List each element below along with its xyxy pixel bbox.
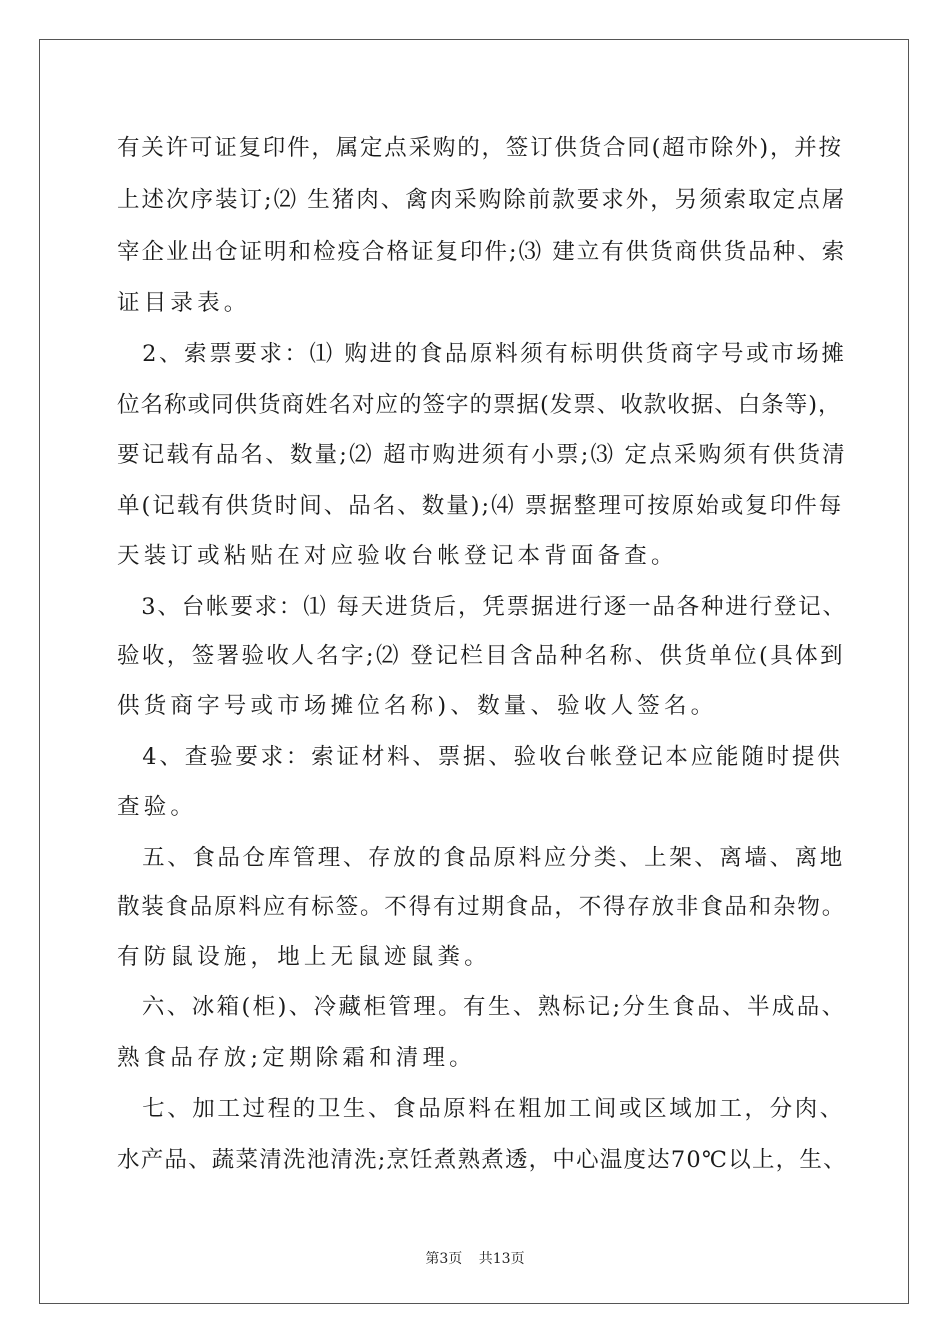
body-line: 六、冰箱(柜)、冷藏柜管理。有生、熟标记;分生食品、半成品、 [117,994,847,1020]
body-line: 有关许可证复印件，属定点采购的，签订供货合同(超市除外)，并按 [117,135,843,161]
body-line: 上述次序装订;⑵ 生猪肉、禽肉采购除前款要求外，另须索取定点屠 [117,187,847,213]
body-line: 3、台帐要求：⑴ 每天进货后，凭票据进行逐一品各种进行登记、 [117,594,847,620]
body-line: 有防鼠设施，地上无鼠迹鼠粪。 [117,944,491,970]
body-line: 位名称或同供货商姓名对应的签字的票据(发票、收款收据、白条等)， [117,392,842,418]
body-line: 查验。 [117,794,198,820]
page-number: 第3页 [425,1251,463,1267]
body-line: 要记载有品名、数量;⑵ 超市购进须有小票;⑶ 定点采购须有供货清 [117,442,847,468]
body-line: 熟食品存放;定期除霜和清理。 [117,1045,476,1071]
body-line: 供货商字号或市场摊位名称)、数量、验收人签名。 [117,693,718,719]
page-footer [0,1248,950,1268]
page-total: 共13页 [478,1251,525,1267]
body-line: 五、食品仓库管理、存放的食品原料应分类、上架、离墙、离地 [117,845,845,871]
body-line: 宰企业出仓证明和检疫合格证复印件;⑶ 建立有供货商供货品种、索 [117,239,847,265]
body-line: 4、查验要求：索证材料、票据、验收台帐登记本应能随时提供 [117,744,843,770]
body-line: 验收，签署验收人名字;⑵ 登记栏目含品种名称、供货单位(具体到 [117,643,845,669]
body-line: 证目录表。 [117,290,251,316]
body-line: 单(记载有供货时间、品名、数量);⑷ 票据整理可按原始或复印件每 [117,493,844,519]
body-line: 水产品、蔬菜清洗池清洗;烹饪煮熟煮透，中心温度达70℃以上，生、 [117,1147,847,1173]
body-line: 七、加工过程的卫生、食品原料在粗加工间或区域加工，分肉、 [117,1096,845,1122]
body-line: 2、索票要求：⑴ 购进的食品原料须有标明供货商字号或市场摊 [117,341,847,367]
body-line: 散装食品原料应有标签。不得有过期食品，不得存放非食品和杂物。 [117,894,847,920]
body-line: 天装订或粘贴在对应验收台帐登记本背面备查。 [117,543,678,569]
